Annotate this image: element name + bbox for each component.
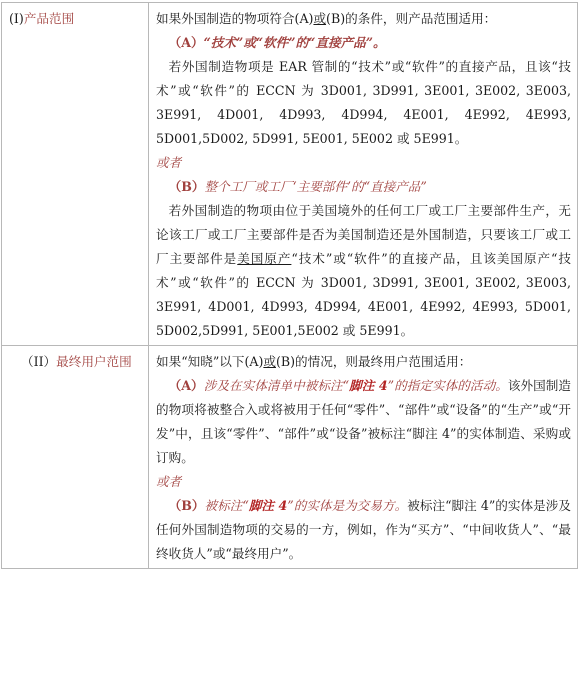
body-text: 若外国制造的物项由位于美国境外的任何工厂或工厂主要部件生产，无论该工厂或工厂主要部件是否为美国制造还是外国制造，只要该工厂或工厂主要部件是 <box>156 203 571 266</box>
row-label-prefix: （II） <box>21 354 57 369</box>
clause-b-heading <box>156 175 571 199</box>
clause-marker: （A） <box>168 378 204 393</box>
clause-marker: （B） <box>168 498 205 513</box>
clause-title-end: ”的实体是为交易方。 <box>287 498 408 513</box>
clause-b-paragraph <box>156 494 571 566</box>
intro-or: 或 <box>313 11 327 26</box>
row-label-text: 最终用户范围 <box>56 354 132 369</box>
clause-title: 被标注“ <box>204 498 249 513</box>
row-label-cell <box>2 346 149 569</box>
clause-a-paragraph <box>156 374 571 470</box>
clause-title: 整个工厂或工厂‘主要部件’的“直接产品” <box>204 179 427 194</box>
or-separator: 或者 <box>156 474 182 489</box>
row-label-text: 产品范围 <box>23 11 75 26</box>
rules-table <box>1 2 578 569</box>
body-text-end: “技术”或“软件”的直接产品，且该美国原产“技术”或“软件”的 ECCN 为 3D001, 3D991, 3E001, 3E002, 3E003, 3E991, 4D001, 4D993, 4D994, 4E001, 4E992, 4E993, 5D001, 5D002,5D991, 5E001,5E002 或 5E991。 <box>156 251 572 338</box>
underlined-text: 美国原产 <box>237 251 292 266</box>
row-content-cell <box>149 3 578 346</box>
row-label <box>9 350 132 374</box>
clause-marker: （A） <box>168 35 204 50</box>
table-row <box>2 346 578 569</box>
intro-text: 如果“知晓”以下(A) <box>156 354 264 369</box>
clause-a-body: 若外国制造物项是 EAR 管制的“技术”或“软件”的直接产品，且该“技术”或“软件”的 ECCN 为 3D001, 3D991, 3E001, 3E002, 3E003, 3E991, 4D001, 4D993, 4D994, 4E001, 4E992, 4E993, 5D001,5D002, 5D991, 5E001, 5E002 或 5E991。 <box>156 59 571 146</box>
row-label-prefix: (I) <box>9 11 24 26</box>
table-row <box>2 3 578 346</box>
row-content-cell <box>149 346 578 569</box>
intro-text: 如果外国制造的物项符合(A) <box>156 11 314 26</box>
clause-title: “技术”或“软件”的“直接产品”。 <box>203 35 386 50</box>
clause-marker: （B） <box>168 179 205 194</box>
clause-b-body <box>156 199 571 343</box>
clause-a-body: 该外国制造的物项将被整合入或将被用于任何“零件”、“部件”或“设备”的“生产”或“开发”中，且该“零件”、“部件”或“设备”被标注“脚注 4”的实体制造、采购或订购。 <box>156 378 571 465</box>
row-label-cell <box>2 3 149 346</box>
clause-b-heading <box>169 498 408 513</box>
clause-b-body: 被标注“脚注 4”的实体是涉及任何外国制造物项的交易的一方，例如，作为“买方”、“中间收货人”、“最终收货人”或“最终用户”。 <box>156 498 571 561</box>
footnote-marker: 脚注 4 <box>248 498 288 513</box>
intro-text-end: (B)的情况，则最终用户范围适用： <box>275 354 472 369</box>
clause-title: 涉及在实体清单中被标注“ <box>203 378 350 393</box>
intro-text-end: (B)的条件，则产品范围适用： <box>326 11 497 26</box>
or-separator: 或者 <box>156 155 182 170</box>
clause-a-heading <box>169 378 508 393</box>
clause-a-heading <box>156 31 571 55</box>
clause-title-end: ”的指定实体的活动。 <box>387 378 508 393</box>
intro-paragraph <box>156 7 571 31</box>
footnote-marker: 脚注 4 <box>349 378 388 393</box>
row-label <box>9 11 74 26</box>
intro-paragraph <box>156 350 571 374</box>
intro-or: 或 <box>263 354 276 369</box>
